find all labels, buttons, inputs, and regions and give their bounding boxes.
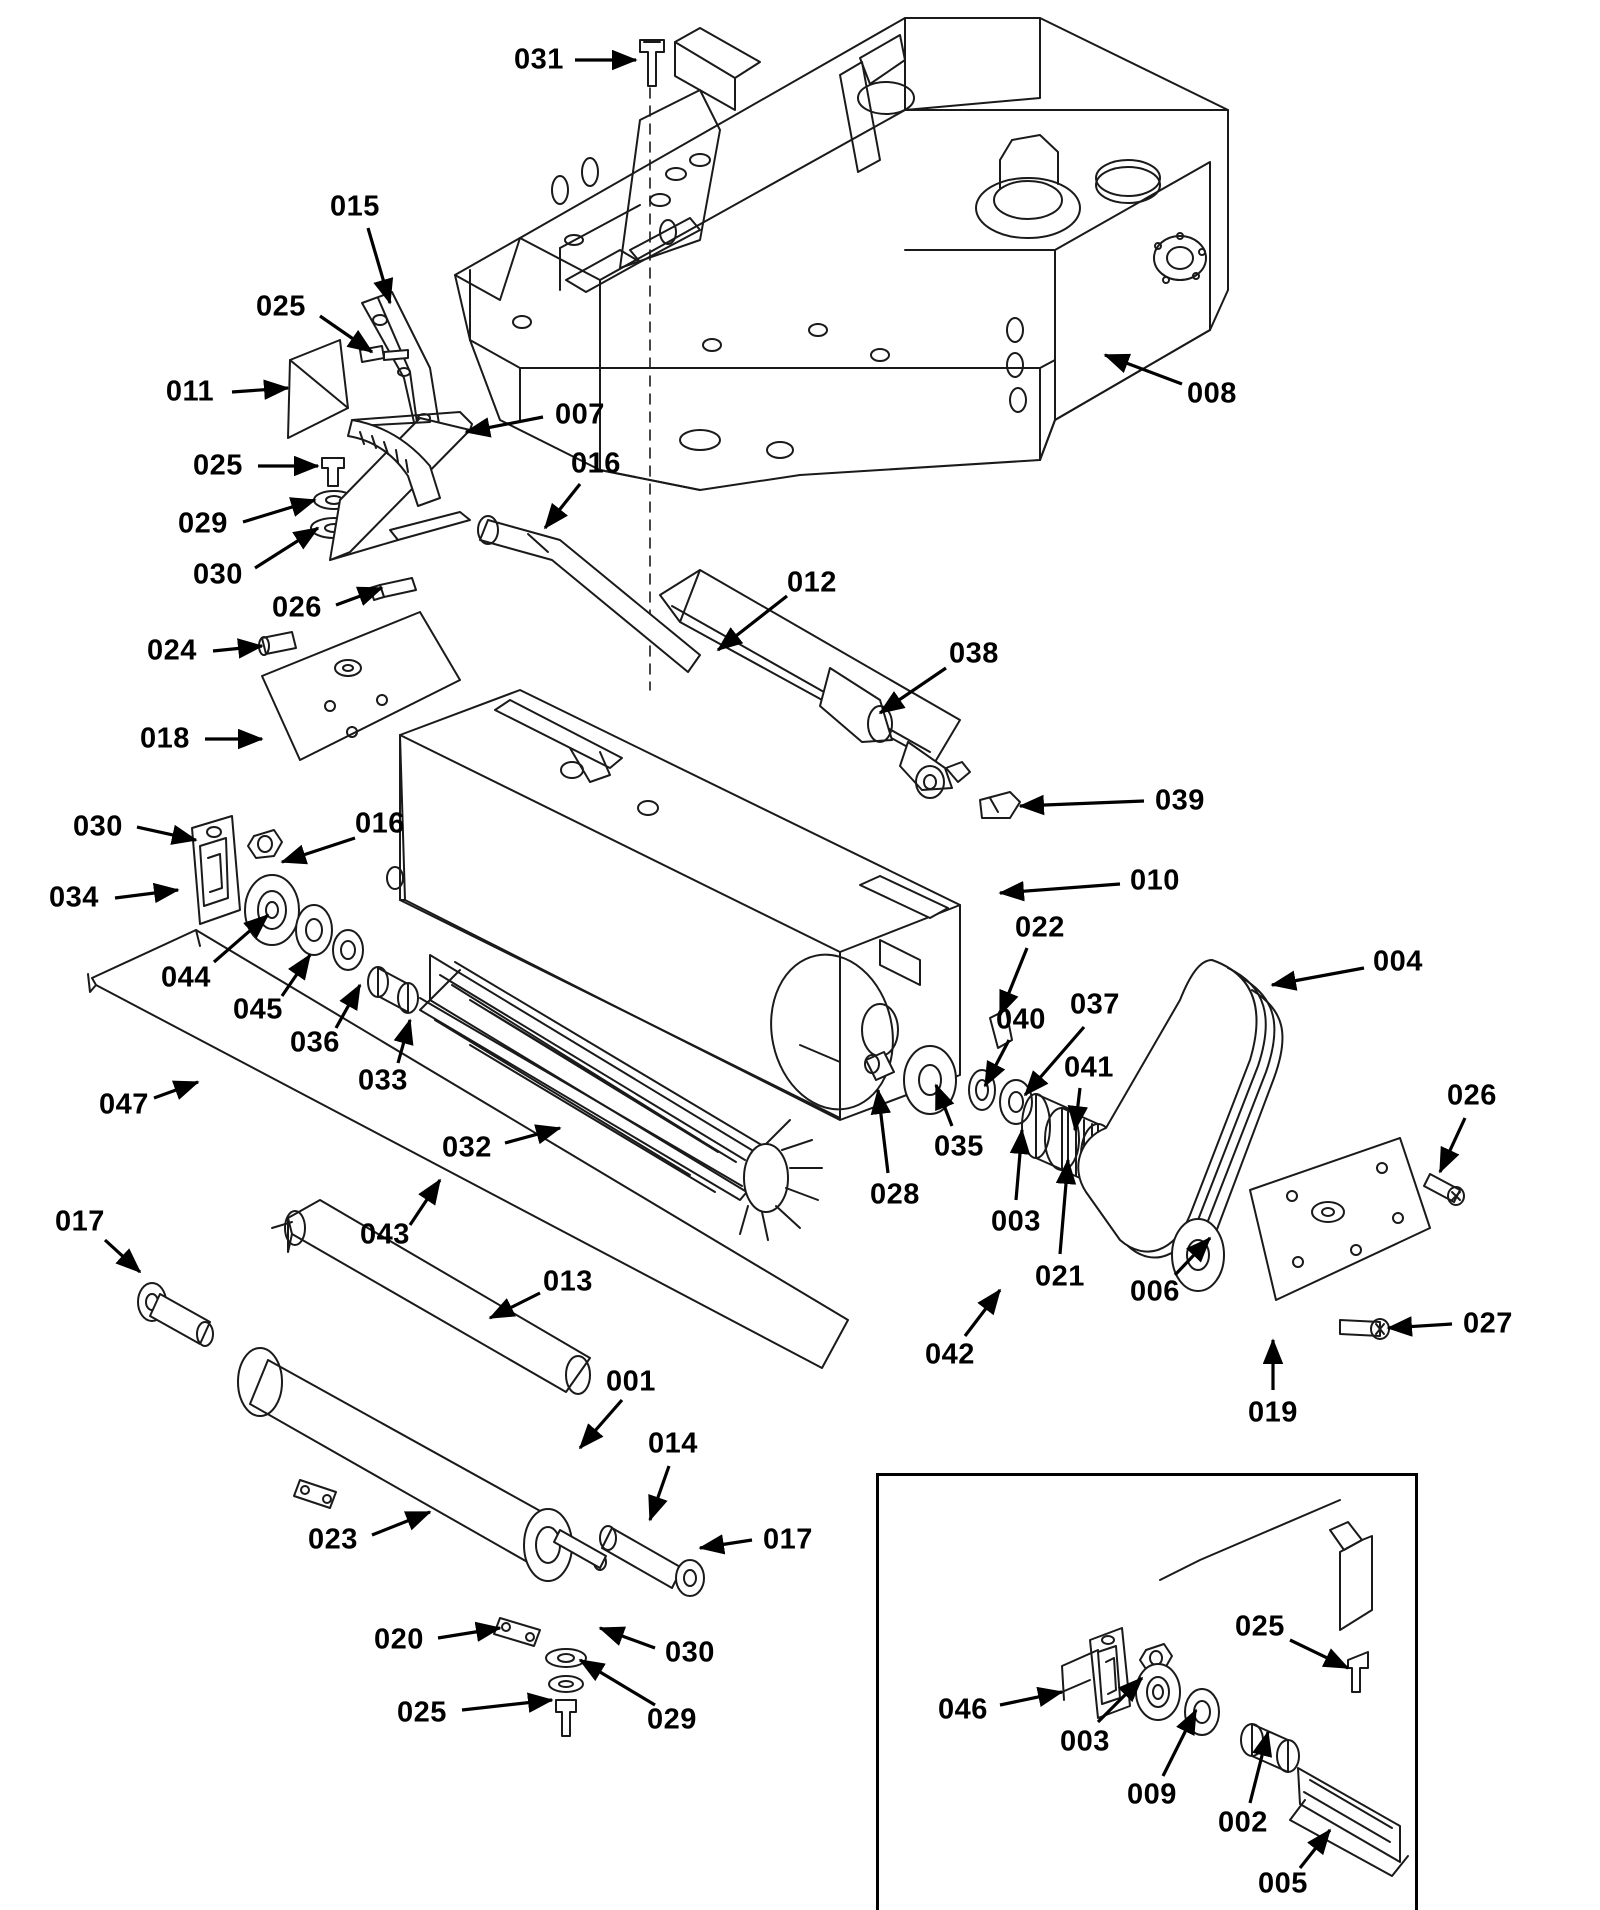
part-044-pulley [245, 875, 299, 945]
callout-label-031: 031 [514, 43, 564, 76]
callout-label-025d: 025 [1235, 1610, 1285, 1643]
callout-label-013: 013 [543, 1265, 593, 1298]
callout-label-012: 012 [787, 566, 837, 599]
callout-label-018: 018 [140, 722, 190, 755]
callout-label-044: 044 [161, 961, 211, 994]
callout-label-015: 015 [330, 190, 380, 223]
part-011-plate [288, 340, 348, 438]
callout-label-025c: 025 [397, 1696, 447, 1729]
callout-label-024: 024 [147, 634, 197, 667]
callout-label-008: 008 [1187, 377, 1237, 410]
callout-label-033: 033 [358, 1064, 408, 1097]
callout-label-007: 007 [555, 398, 605, 431]
callout-label-023: 023 [308, 1523, 358, 1556]
callout-label-003a: 003 [991, 1205, 1041, 1238]
callout-label-009: 009 [1127, 1778, 1177, 1811]
part-031-bolt [640, 40, 664, 86]
callout-label-005: 005 [1258, 1867, 1308, 1900]
part-025-screw-c [556, 1700, 576, 1736]
part-045-washer [296, 905, 332, 955]
part-030-washer-c [546, 1649, 586, 1667]
part-025-screw-b [322, 458, 344, 486]
callout-label-036: 036 [290, 1026, 340, 1059]
part-035-disc [904, 1046, 956, 1114]
callout-label-030a: 030 [193, 558, 243, 591]
callout-label-037: 037 [1070, 988, 1120, 1021]
callout-label-016a: 016 [571, 447, 621, 480]
callout-label-025a: 025 [256, 290, 306, 323]
callout-label-017a: 017 [55, 1205, 105, 1238]
callout-label-029b: 029 [647, 1703, 697, 1736]
detail-inset-frame [876, 1473, 1418, 1910]
part-039-clip [980, 792, 1020, 818]
part-024-pin [259, 632, 296, 655]
callout-label-002: 002 [1218, 1806, 1268, 1839]
part-016-nut [248, 830, 282, 858]
callout-label-004: 004 [1373, 945, 1423, 978]
part-019-bearing-plate [1250, 1138, 1430, 1300]
callout-label-038: 038 [949, 637, 999, 670]
part-026-screw-b [1424, 1174, 1464, 1205]
callout-label-014: 014 [648, 1427, 698, 1460]
callout-label-022: 022 [1015, 911, 1065, 944]
callout-label-026a: 026 [272, 591, 322, 624]
callout-label-016b: 016 [355, 807, 405, 840]
part-027-screw [1340, 1319, 1389, 1339]
part-036-spacer [333, 930, 363, 970]
callout-label-011: 011 [165, 375, 215, 408]
callout-label-040: 040 [996, 1003, 1046, 1036]
callout-label-042: 042 [925, 1338, 975, 1371]
callout-label-030b: 030 [73, 810, 123, 843]
callout-label-032: 032 [442, 1131, 492, 1164]
callout-label-029a: 029 [178, 507, 228, 540]
part-012-lift-arm [660, 566, 970, 798]
callout-label-001: 001 [606, 1365, 656, 1398]
callout-label-045: 045 [233, 993, 283, 1026]
callout-label-047: 047 [99, 1088, 149, 1121]
callout-label-028: 028 [870, 1178, 920, 1211]
callout-label-026b: 026 [1447, 1079, 1497, 1112]
callout-label-025b: 025 [193, 449, 243, 482]
callout-label-030c: 030 [665, 1636, 715, 1669]
part-029-washer-b [549, 1676, 583, 1692]
callout-label-006: 006 [1130, 1275, 1180, 1308]
callout-label-019: 019 [1248, 1396, 1298, 1429]
callout-label-034: 034 [49, 881, 99, 914]
callout-label-035: 035 [934, 1130, 984, 1163]
part-014-shaft [600, 1526, 682, 1588]
callout-label-043: 043 [360, 1218, 410, 1251]
part-026-pin-a [370, 578, 416, 600]
part-033-bushing [368, 967, 418, 1013]
callout-label-039: 039 [1155, 784, 1205, 817]
part-034-bracket [192, 816, 240, 924]
callout-label-041: 041 [1064, 1051, 1114, 1084]
callout-label-020: 020 [374, 1623, 424, 1656]
part-040-washer [969, 1070, 995, 1110]
part-017-cap-a [138, 1283, 213, 1346]
part-017-cap-b [676, 1560, 704, 1596]
callout-label-003b: 003 [1060, 1725, 1110, 1758]
callout-label-010: 010 [1130, 864, 1180, 897]
callout-label-017b: 017 [763, 1523, 813, 1556]
part-007-arc-adjuster [330, 412, 472, 560]
callout-label-046: 046 [938, 1693, 988, 1726]
callout-label-027: 027 [1463, 1307, 1513, 1340]
callout-label-021: 021 [1035, 1260, 1085, 1293]
